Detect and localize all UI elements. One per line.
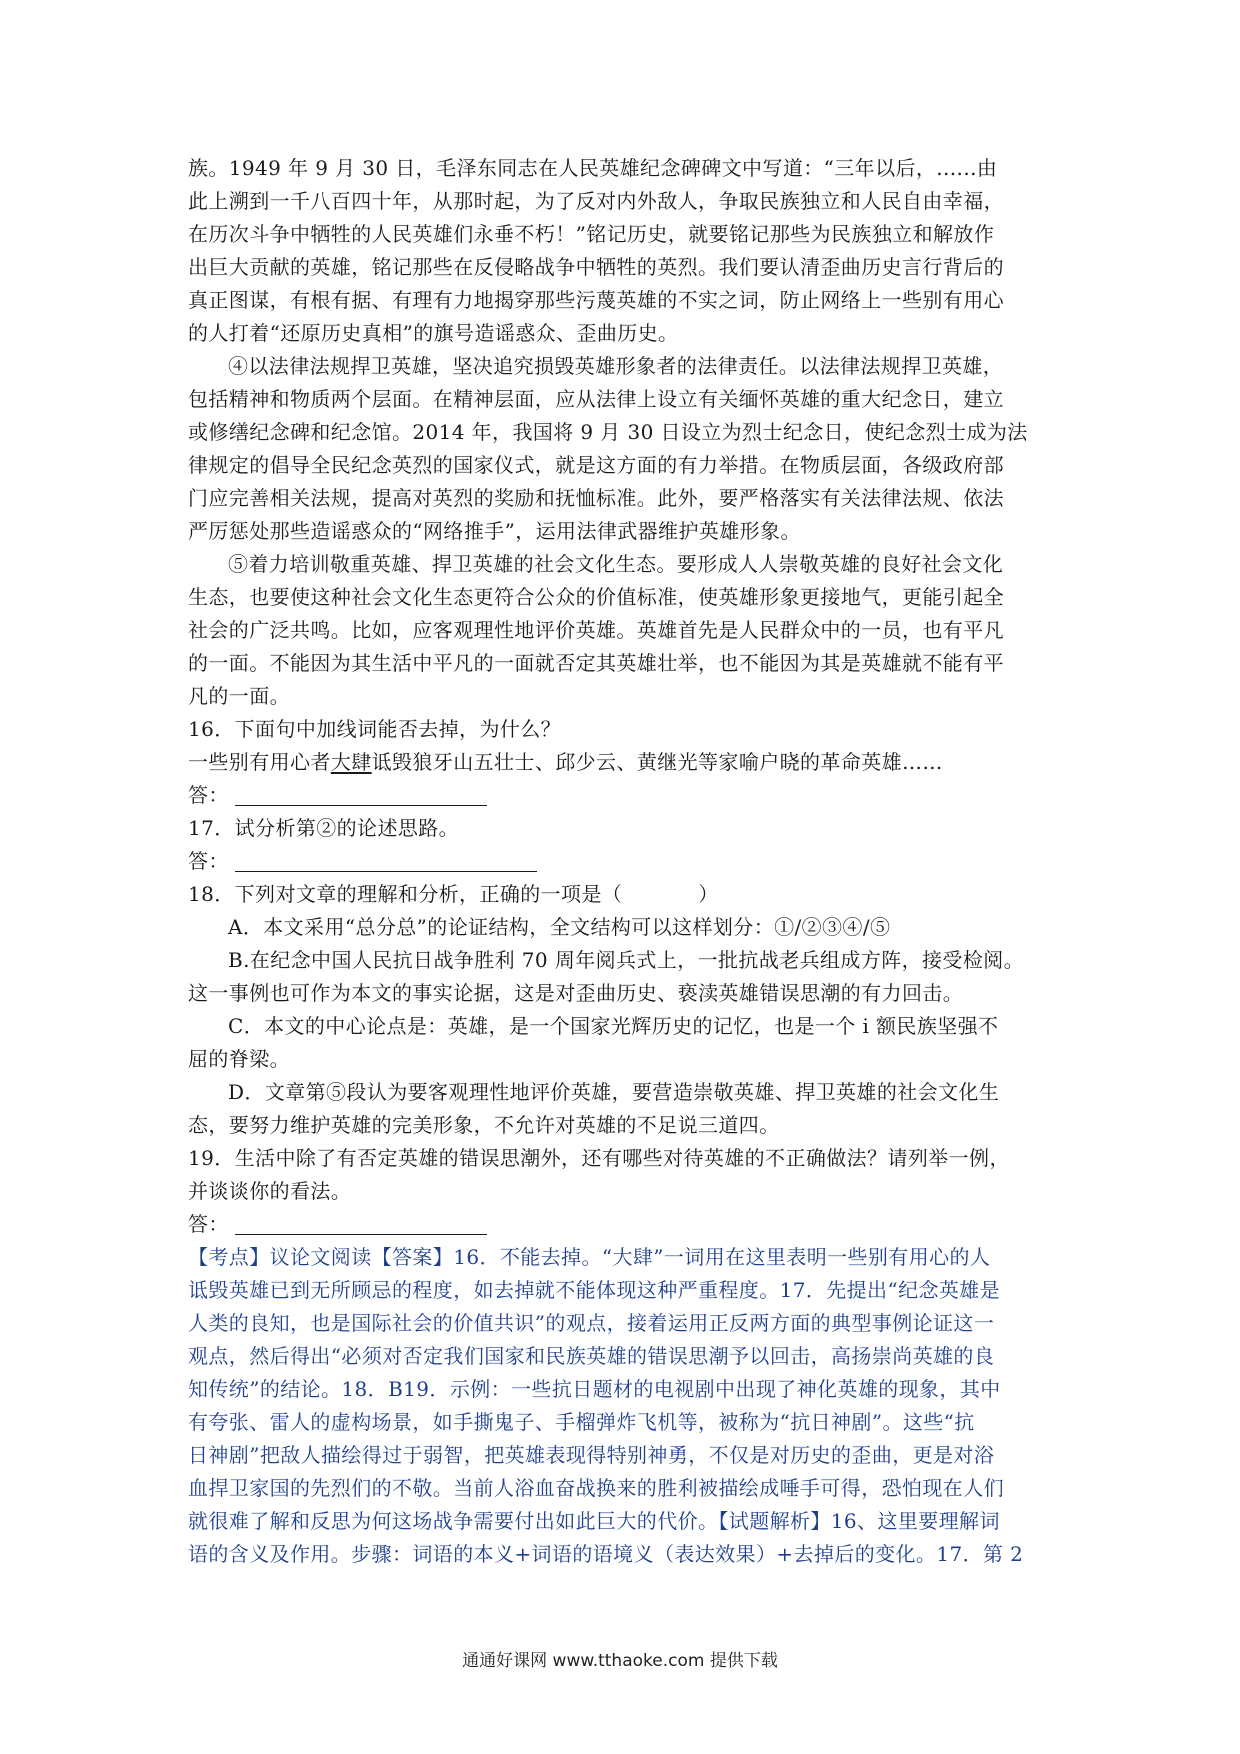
solution-line: 【考点】议论文阅读【答案】16．不能去掉。“大肆”一词用在这里表明一些别有用心的人 [188,1245,991,1269]
answer-row [188,845,1056,878]
question-prompt: 17．试分析第②的论述思路。 [188,816,460,840]
text-line: 的一面。不能因为其生活中平凡的一面就否定其英雄壮举，也不能因为其是英雄就不能有平 [188,651,1004,675]
text-line: 的人打着“还原历史真相”的旗号造谣惑众、歪曲历史。 [188,321,679,345]
solution-line: 日神剧”把敌人描绘得过于弱智，把英雄表现得特别神勇，不仅是对历史的歪曲，更是对浴 [188,1443,995,1467]
solution-line: 人类的良知，也是国际社会的价值共识”的观点，接着运用正反两方面的典型事例论证这一 [188,1311,995,1335]
text-line: 出巨大贡献的英雄，铭记那些在反侵略战争中牺牲的英烈。我们要认清歪曲历史言行背后的 [188,255,1004,279]
solution-line: 就很难了解和反思为何这场战争需要付出如此巨大的代价。【试题解析】16、这里要理解词 [188,1509,1000,1533]
text-line: ⑤着力培训敬重英雄、捍卫英雄的社会文化生态。要形成人人崇敬英雄的良好社会文化 [228,552,1004,576]
answer-blank[interactable] [235,851,537,872]
answer-label: 答： [188,1212,229,1236]
option-a: A．本文采用“总分总”的论证结构，全文结构可以这样划分：①/②③④/⑤ [228,915,891,939]
option-d-cont: 态，要努力维护英雄的完美形象，不允许对英雄的不足说三道四。 [188,1113,780,1137]
answer-row [188,779,1056,812]
solution-line: 血捍卫家国的先烈们的不敬。当前人浴血奋战换来的胜利被描绘成唾手可得，恐怕现在人们 [188,1476,1004,1500]
question-19 [188,1142,1056,1241]
answer-label: 答： [188,849,229,873]
prompt-text: 18．下列对文章的理解和分析，正确的一项是（ [188,882,623,906]
question-sentence [188,746,1056,779]
solution-line: 观点，然后得出“必须对否定我们国家和民族英雄的错误思潮予以回击，高扬崇尚英雄的良 [188,1344,995,1368]
text-line: 严厉惩处那些造谣惑众的“网络推手”，运用法律武器维护英雄形象。 [188,519,801,543]
text-line: 在历次斗争中牺牲的人民英雄们永垂不朽！”铭记历史，就要铭记那些为民族独立和解放作 [188,222,995,246]
answer-blank[interactable] [235,785,487,806]
paragraph-3 [188,152,1056,350]
option-d: D．文章第⑤段认为要客观理性地评价英雄，要营造崇敬英雄、捍卫英雄的社会文化生 [228,1080,1000,1104]
text-line: 或修缮纪念碑和纪念馆。2014 年，我国将 9 月 30 日设立为烈士纪念日，使纪念烈士成为法 [188,420,1028,444]
option-c: C．本文的中心论点是：英雄，是一个国家光辉历史的记忆，也是一个 i 额民族坚强不 [228,1014,999,1038]
sentence-text: 一些别有用心者 [188,750,331,774]
sentence-text: 诋毁狼牙山五壮士、邱少云、黄继光等家喻户晓的革命英雄…… [371,750,943,774]
document-page [188,152,1056,1571]
text-line: 此上溯到一千八百四十年，从那时起，为了反对内外敌人，争取民族独立和人民自由幸福， [188,189,1004,213]
question-prompt: 16．下面句中加线词能否去掉，为什么？ [188,717,562,741]
question-17 [188,812,1056,878]
text-line: 律规定的倡导全民纪念英烈的国家仪式，就是这方面的有力举措。在物质层面，各级政府部 [188,453,1004,477]
solution-block [188,1241,1056,1571]
question-16 [188,713,1056,812]
answer-row [188,1208,1056,1241]
text-line: 族。1949 年 9 月 30 日，毛泽东同志在人民英雄纪念碑碑文中写道：“三年以后，......由 [188,156,998,180]
option-b: B.在纪念中国人民抗日战争胜利 70 周年阅兵式上，一批抗战老兵组成方阵，接受检阅。 [228,948,1025,972]
text-line: 真正图谋，有根有据、有理有力地揭穿那些污蔑英雄的不实之词，防止网络上一些别有用心 [188,288,1004,312]
text-line: 包括精神和物质两个层面。在精神层面，应从法律上设立有关缅怀英雄的重大纪念日，建立 [188,387,1004,411]
prompt-text: ） [698,882,719,906]
option-b-cont: 这一事例也可作为本文的事实论据，这是对歪曲历史、亵渎英雄错误思潮的有力回击。 [188,981,964,1005]
question-18 [188,878,1056,1142]
paragraph-4 [188,350,1056,548]
paragraph-5 [188,548,1056,713]
question-prompt [188,878,1056,911]
text-line: ④以法律法规捍卫英雄，坚决追究损毁英雄形象者的法律责任。以法律法规捍卫英雄， [228,354,1004,378]
answer-label: 答： [188,783,229,807]
option-c-cont: 屈的脊梁。 [188,1047,290,1071]
solution-line: 有夸张、雷人的虚构场景，如手撕鬼子、手榴弹炸飞机等，被称为“抗日神剧”。这些“抗 [188,1410,975,1434]
solution-line: 语的含义及作用。步骤：词语的本义+词语的语境义（表达效果）+去掉后的变化。17．第 2 [188,1542,1024,1566]
solution-line: 诋毁英雄已到无所顾忌的程度，如去掉就不能体现这种严重程度。17．先提出“纪念英雄是 [188,1278,1001,1302]
text-line: 生态，也要使这种社会文化生态更符合公众的价值标准，使英雄形象更接地气，更能引起全 [188,585,1004,609]
text-line: 门应完善相关法规，提高对英烈的奖励和抚恤标准。此外，要严格落实有关法律法规、依法 [188,486,1004,510]
answer-blank[interactable] [235,1214,487,1235]
text-line: 社会的广泛共鸣。比如，应客观理性地评价英雄。英雄首先是人民群众中的一员，也有平凡 [188,618,1004,642]
underlined-word: 大肆 [330,750,372,774]
page-footer: 通通好课网 www.tthaoke.com 提供下载 [462,1651,778,1671]
question-prompt: 19．生活中除了有否定英雄的错误思潮外，还有哪些对待英雄的不正确做法？请列举一例， [188,1146,1010,1170]
solution-line: 知传统”的结论。18．B19．示例：一些抗日题材的电视剧中出现了神化英雄的现象，其中 [188,1377,1001,1401]
question-prompt-cont: 并谈谈你的看法。 [188,1179,352,1203]
text-line: 凡的一面。 [188,684,290,708]
